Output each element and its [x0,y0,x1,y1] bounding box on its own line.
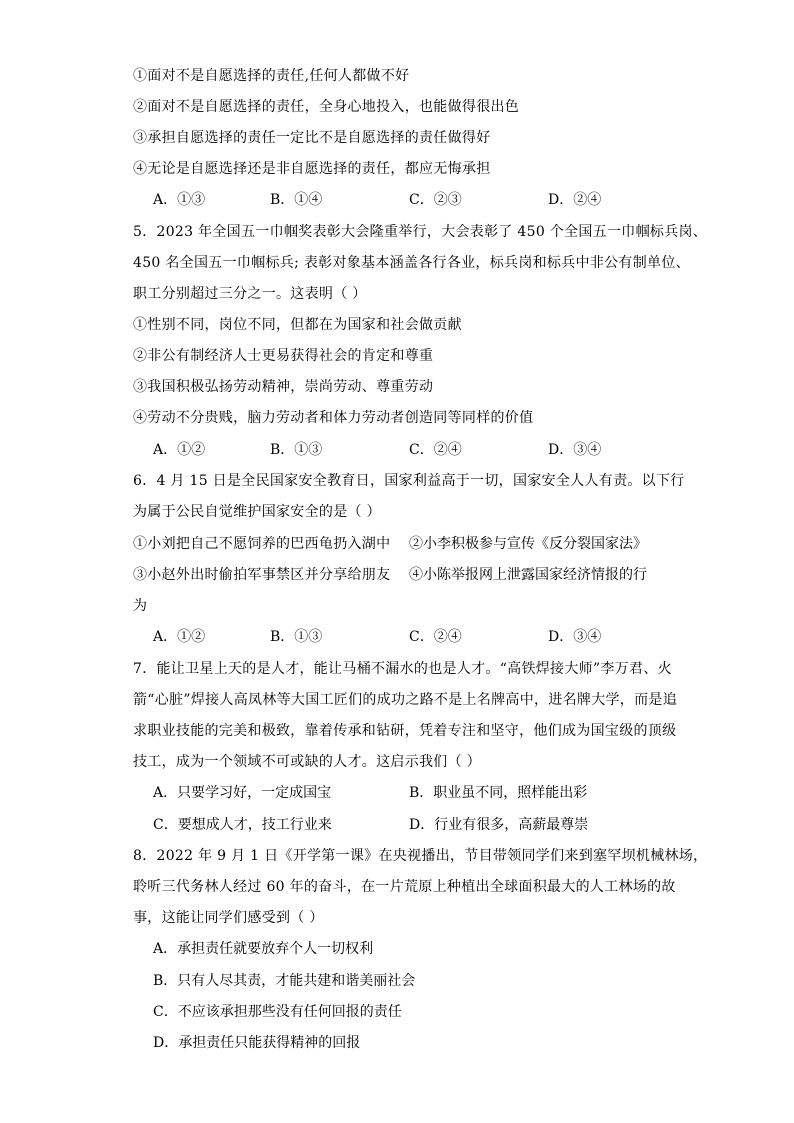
q8-stem-line-2: 聆听三代务林人经过 60 年的奋斗，在一片荒原上种植出全球面积最大的人工林场的故 [133,879,676,895]
q4-option-b: B．①④ [270,192,323,208]
q4-item-1: ①面对不是自愿选择的责任,任何人都做不好 [133,68,410,84]
q8-stem-line-1: 8．2022 年 9 月 1 日《开学第一课》在央视播出，节目带领同学们来到塞罕坝机械林场， [133,848,708,864]
q8-stem-line-3: 事，这能让同学们感受到（ ） [133,910,324,926]
q7-option-d: D．行业有很多，高薪最尊崇 [409,817,589,833]
q4-item-3: ③承担自愿选择的责任一定比不是自愿选择的责任做得好 [133,130,491,146]
q5-option-d: D．③④ [548,442,602,458]
q4-item-4: ④无论是自愿选择还是非自愿选择的责任，都应无悔承担 [133,161,491,177]
q6-item-3: ③小赵外出时偷拍军事禁区并分享给朋友 [133,567,391,583]
q5-item-2: ②非公有制经济人士更易获得社会的肯定和尊重 [133,348,434,364]
q5-option-b: B．①③ [270,442,323,458]
q6-item-2: ②小李积极参与宣传《反分裂国家法》 [409,536,647,552]
q5-stem-line-2: 450 名全国五一巾帼标兵; 表彰对象基本涵盖各行各业，标兵岗和标兵中非公有制单位、 [133,255,690,271]
q5-item-3: ③我国积极弘扬劳动精神，崇尚劳动、尊重劳动 [133,379,434,395]
q6-stem-line-2: 为属于公民自觉维护国家安全的是（ ） [133,504,381,520]
q6-option-a: A．①② [153,629,206,645]
q7-option-a: A．只要学习好，一定成国宝 [153,785,332,801]
q6-option-c: C．②④ [409,629,462,645]
q7-stem-line-3: 求职业技能的完美和极致，靠着传承和钻研，凭着专注和坚守，他们成为国宝级的顶级 [133,723,677,739]
q8-option-c: C．不应该承担那些没有任何回报的责任 [153,1004,402,1020]
q8-option-b: B．只有人尽其责，才能共建和谐美丽社会 [153,973,416,989]
q5-option-a: A．①② [153,442,206,458]
q5-option-c: C．②④ [409,442,462,458]
q6-option-b: B．①③ [270,629,323,645]
q6-stem-line-1: 6．4 月 15 日是全民国家安全教育日，国家利益高于一切，国家安全人人有责。以下行 [133,473,685,489]
q7-stem-line-1: 7．能让卫星上天的是人才，能让马桶不漏水的也是人才。“高铁焊接大师”李万君、火 [133,661,672,677]
q6-item-4-continuation: 为 [133,598,148,614]
q6-item-1: ①小刘把自己不愿饲养的巴西龟扔入湖中 [133,536,391,552]
q7-stem-line-2: 箭“心脏”焊接人高凤林等大国工匠们的成功之路不是上名牌高中，进名牌大学，而是追 [133,692,678,708]
q4-item-2: ②面对不是自愿选择的责任，全身心地投入，也能做得很出色 [133,99,520,115]
q5-item-1: ①性别不同，岗位不同，但都在为国家和社会做贡献 [133,317,462,333]
q4-option-d: D．②④ [548,192,602,208]
q7-option-c: C．要想成人才，技工行业来 [153,817,332,833]
q4-option-a: A．①③ [153,192,206,208]
q8-option-a: A．承担责任就要放弃个人一切权利 [153,941,374,957]
q8-option-d: D．承担责任只能获得精神的回报 [153,1035,361,1051]
q5-item-4: ④劳动不分贵贱，脑力劳动者和体力劳动者创造同等同样的价值 [133,410,534,426]
q5-stem-line-1: 5．2023 年全国五一巾帼奖表彰大会隆重举行，大会表彰了 450 个全国五一巾帼标兵岗、 [133,224,708,240]
q5-stem-line-3: 职工分别超过三分之一。这表明（ ） [133,286,367,302]
q7-option-b: B．职业虽不同，照样能出彩 [409,785,588,801]
q7-stem-line-4: 技工，成为一个领域不可或缺的人才。这启示我们（ ） [133,754,481,770]
q4-option-c: C．②③ [409,192,462,208]
q6-item-4: ④小陈举报网上泄露国家经济情报的行 [409,567,647,583]
q6-option-d: D．③④ [548,629,602,645]
